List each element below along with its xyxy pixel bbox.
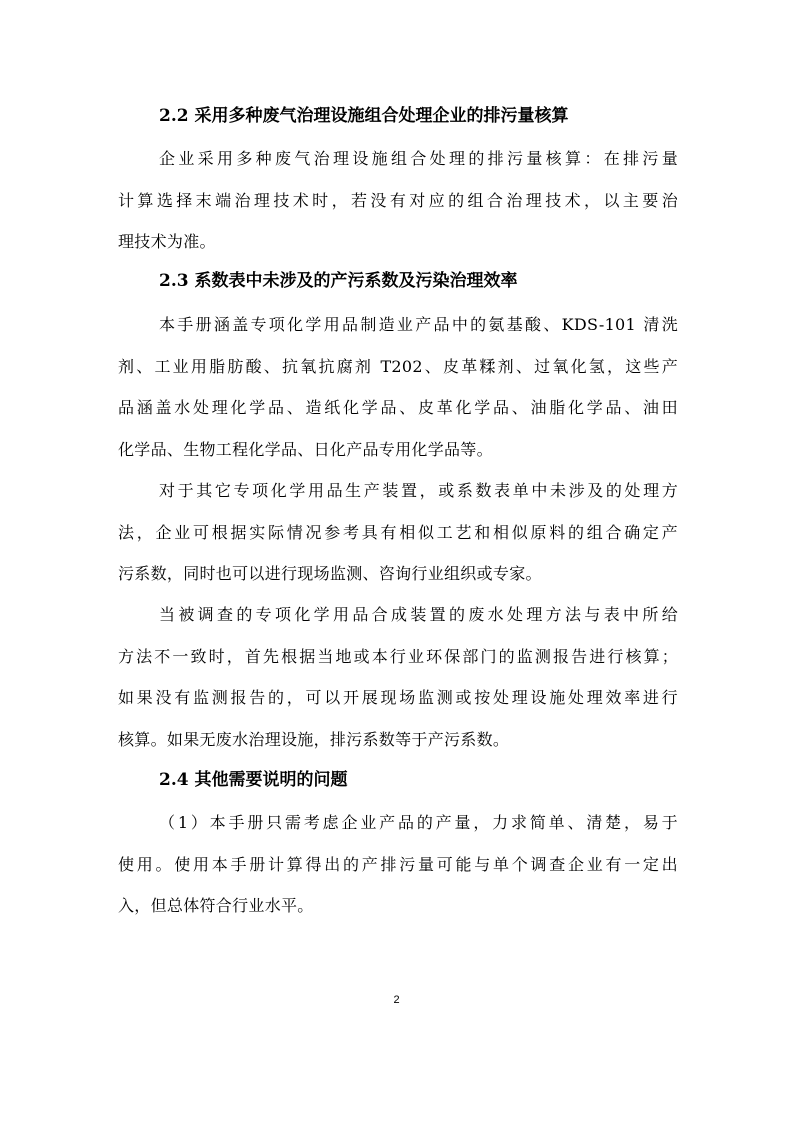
text-line: 使用。使用本手册计算得出的产排污量可能与单个调查企业有一定出 (118, 854, 678, 874)
text-line: 理技术为准。 (118, 232, 216, 251)
paragraph-2-3-1 (118, 304, 678, 470)
text-line: （1）本手册只需考虑企业产品的产量，力求简单、清楚，易于 (159, 813, 678, 832)
section-heading-2-2: 2.2 采用多种废气治理设施组合处理企业的排污量核算 (159, 106, 569, 126)
text-line: 污系数，同时也可以进行现场监测、咨询行业组织或专家。 (118, 564, 542, 583)
text-line: 化学品、生物工程化学品、日化产品专用化学品等。 (118, 439, 493, 459)
page-number: 2 (393, 994, 400, 1006)
text-line: 品涵盖水处理化学品、造纸化学品、皮革化学品、油脂化学品、油田 (118, 398, 678, 417)
text-line: 当被调查的专项化学用品合成装置的废水处理方法与表中所给 (159, 605, 678, 624)
text-line: 企业采用多种废气治理设施组合处理的排污量核算：在排污量 (159, 149, 678, 168)
text-line: 剂、工业用脂肪酸、抗氧抗腐剂 T202、皮革糅剂、过氧化氢，这些产 (118, 356, 678, 376)
section-heading-2-4: 2.4 其他需要说明的问题 (159, 770, 348, 790)
text-line: 如果没有监测报告的，可以开展现场监测或按处理设施处理效率进行 (118, 688, 678, 707)
paragraph-2-3-2 (118, 470, 678, 595)
text-line: 计算选择末端治理技术时，若没有对应的组合治理技术，以主要治 (118, 190, 678, 210)
paragraph-2-3-3 (118, 594, 678, 760)
text-line: 本手册涵盖专项化学用品制造业产品中的氨基酸、KDS-101 清洗 (159, 315, 678, 334)
text-line: 核算。如果无废水治理设施，排污系数等于产污系数。 (118, 729, 510, 749)
text-line: 法，企业可根据实际情况参考具有相似工艺和相似原料的组合确定产 (118, 522, 678, 542)
text-line: 对于其它专项化学用品生产装置，或系数表单中未涉及的处理方 (159, 481, 678, 500)
text-line: 入，但总体符合行业水平。 (118, 896, 314, 915)
section-heading-2-3: 2.3 系数表中未涉及的产污系数及污染治理效率 (159, 271, 518, 291)
paragraph-2-4-1 (118, 802, 678, 927)
text-line: 方法不一致时，首先根据当地或本行业环保部门的监测报告进行核算； (118, 646, 678, 666)
paragraph-2-2-1 (118, 138, 678, 263)
